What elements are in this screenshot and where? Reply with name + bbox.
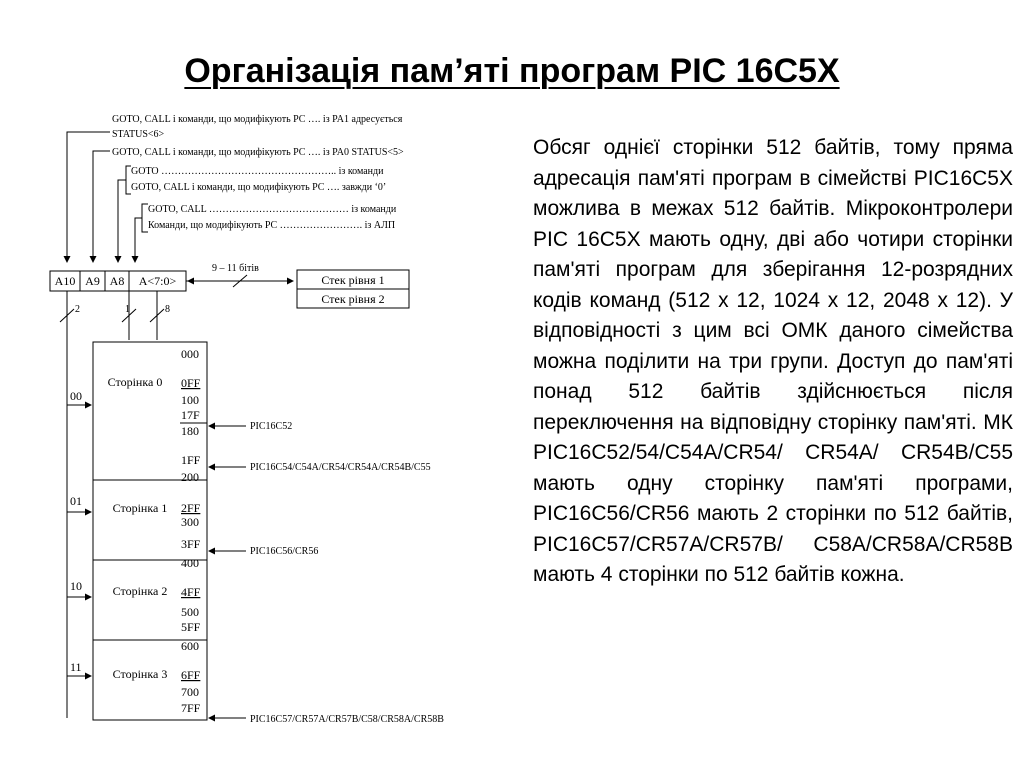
- svg-text:300: 300: [181, 515, 199, 529]
- chip-label-3: PIC16C56/CR56: [250, 546, 319, 557]
- page-2-label: Сторінка 2: [112, 584, 168, 598]
- source-line-5: GOTO, CALL і команди, що модифікують PC …. завжди ‘0’: [131, 182, 387, 193]
- page-0-label: Сторінка 0: [107, 375, 163, 389]
- svg-text:100: 100: [181, 393, 199, 407]
- svg-text:01: 01: [70, 494, 82, 508]
- svg-text:400: 400: [181, 556, 199, 570]
- svg-text:3FF: 3FF: [181, 537, 201, 551]
- svg-text:700: 700: [181, 685, 199, 699]
- svg-text:00: 00: [70, 389, 82, 403]
- bus-width-2: 2: [75, 304, 80, 315]
- pc-bit-a7-0: A<7:0>: [138, 274, 177, 288]
- svg-text:2FF: 2FF: [181, 501, 201, 515]
- pc-bit-a10: A10: [54, 274, 76, 288]
- svg-text:000: 000: [181, 347, 199, 361]
- svg-text:Стек рівня 2: Стек рівня 2: [321, 292, 385, 306]
- svg-text:180: 180: [181, 424, 199, 438]
- arrow-call: [135, 218, 142, 262]
- source-line-2: STATUS<6>: [112, 129, 165, 140]
- svg-text:4FF: 4FF: [181, 585, 201, 599]
- svg-text:1FF: 1FF: [181, 453, 201, 467]
- description-text: Обсяг однієї сторінки 512 байтів, тому пряма адресація пам'яті програм в сімействі PIC16C5X можлива в межах 512 байтів. Мікроконтролери PIC 16C5X мають одну, дві або чотири сторінки пам'яті програм для зберігання 12-розрядних кодів команд (512 x 12, 1024 x 12, 2048 x 12). У відповідності з цим всі ОМК даного сімейства можна поділити на три групи. Доступ до пам'яті понад 512 байтів здійснюється після переключення на відповідну сторінку пам'яті. МК PIC16C52/54/C54A/CR54/ CR54A/ CR54B/C55 мають одну сторінку пам'яті програми, PIC16C56/CR56 мають 2 сторінки по 512 байтів, PIC16C57/CR57A/CR57B/ C58A/CR58A/CR58B мають 4 сторінки по 512 байтів кожна.: [533, 136, 1013, 586]
- svg-text:500: 500: [181, 605, 199, 619]
- svg-text:11: 11: [70, 660, 82, 674]
- pc-bit-a9: A9: [85, 274, 100, 288]
- source-line-4: GOTO …………………………………………….. із команди: [131, 166, 384, 177]
- pc-bit-a8: A8: [109, 274, 125, 288]
- bus-width-8: 8: [165, 304, 170, 315]
- source-line-7: Команди, що модифікують PC ……………………. із АЛП: [148, 220, 396, 231]
- svg-text:7FF: 7FF: [181, 701, 201, 715]
- svg-text:0FF: 0FF: [181, 376, 201, 390]
- bus-width-label: 9 – 11 бітів: [212, 263, 259, 274]
- chip-label-4: PIC16C57/CR57A/CR57B/C58/CR58A/CR58B: [250, 714, 444, 725]
- chip-label-1: PIC16C52: [250, 421, 293, 432]
- source-line-6: GOTO, CALL …………………………………… із команди: [148, 204, 397, 215]
- svg-text:200: 200: [181, 470, 199, 484]
- source-line-3: GOTO, CALL і команди, що модифікують PC …. із PA0 STATUS<5>: [112, 147, 404, 158]
- arrow-goto: [118, 180, 126, 262]
- svg-text:10: 10: [70, 579, 82, 593]
- svg-text:6FF: 6FF: [181, 668, 201, 682]
- bus-width-1: 1: [125, 304, 130, 315]
- svg-text:17F: 17F: [181, 408, 200, 422]
- svg-text:Стек рівня 1: Стек рівня 1: [321, 273, 385, 287]
- svg-text:600: 600: [181, 639, 199, 653]
- svg-text:5FF: 5FF: [181, 620, 201, 634]
- page-title: Організація пам’яті програм PIC 16C5X: [184, 52, 840, 90]
- page-3-label: Сторінка 3: [112, 667, 168, 681]
- page-1-label: Сторінка 1: [112, 501, 168, 515]
- arrow-pa0: [93, 151, 110, 262]
- chip-label-2: PIC16C54/C54A/CR54/CR54A/CR54B/C55: [250, 462, 431, 473]
- source-line-1: GOTO, CALL і команди, що модифікують PC …. із PA1 адресується: [112, 114, 403, 125]
